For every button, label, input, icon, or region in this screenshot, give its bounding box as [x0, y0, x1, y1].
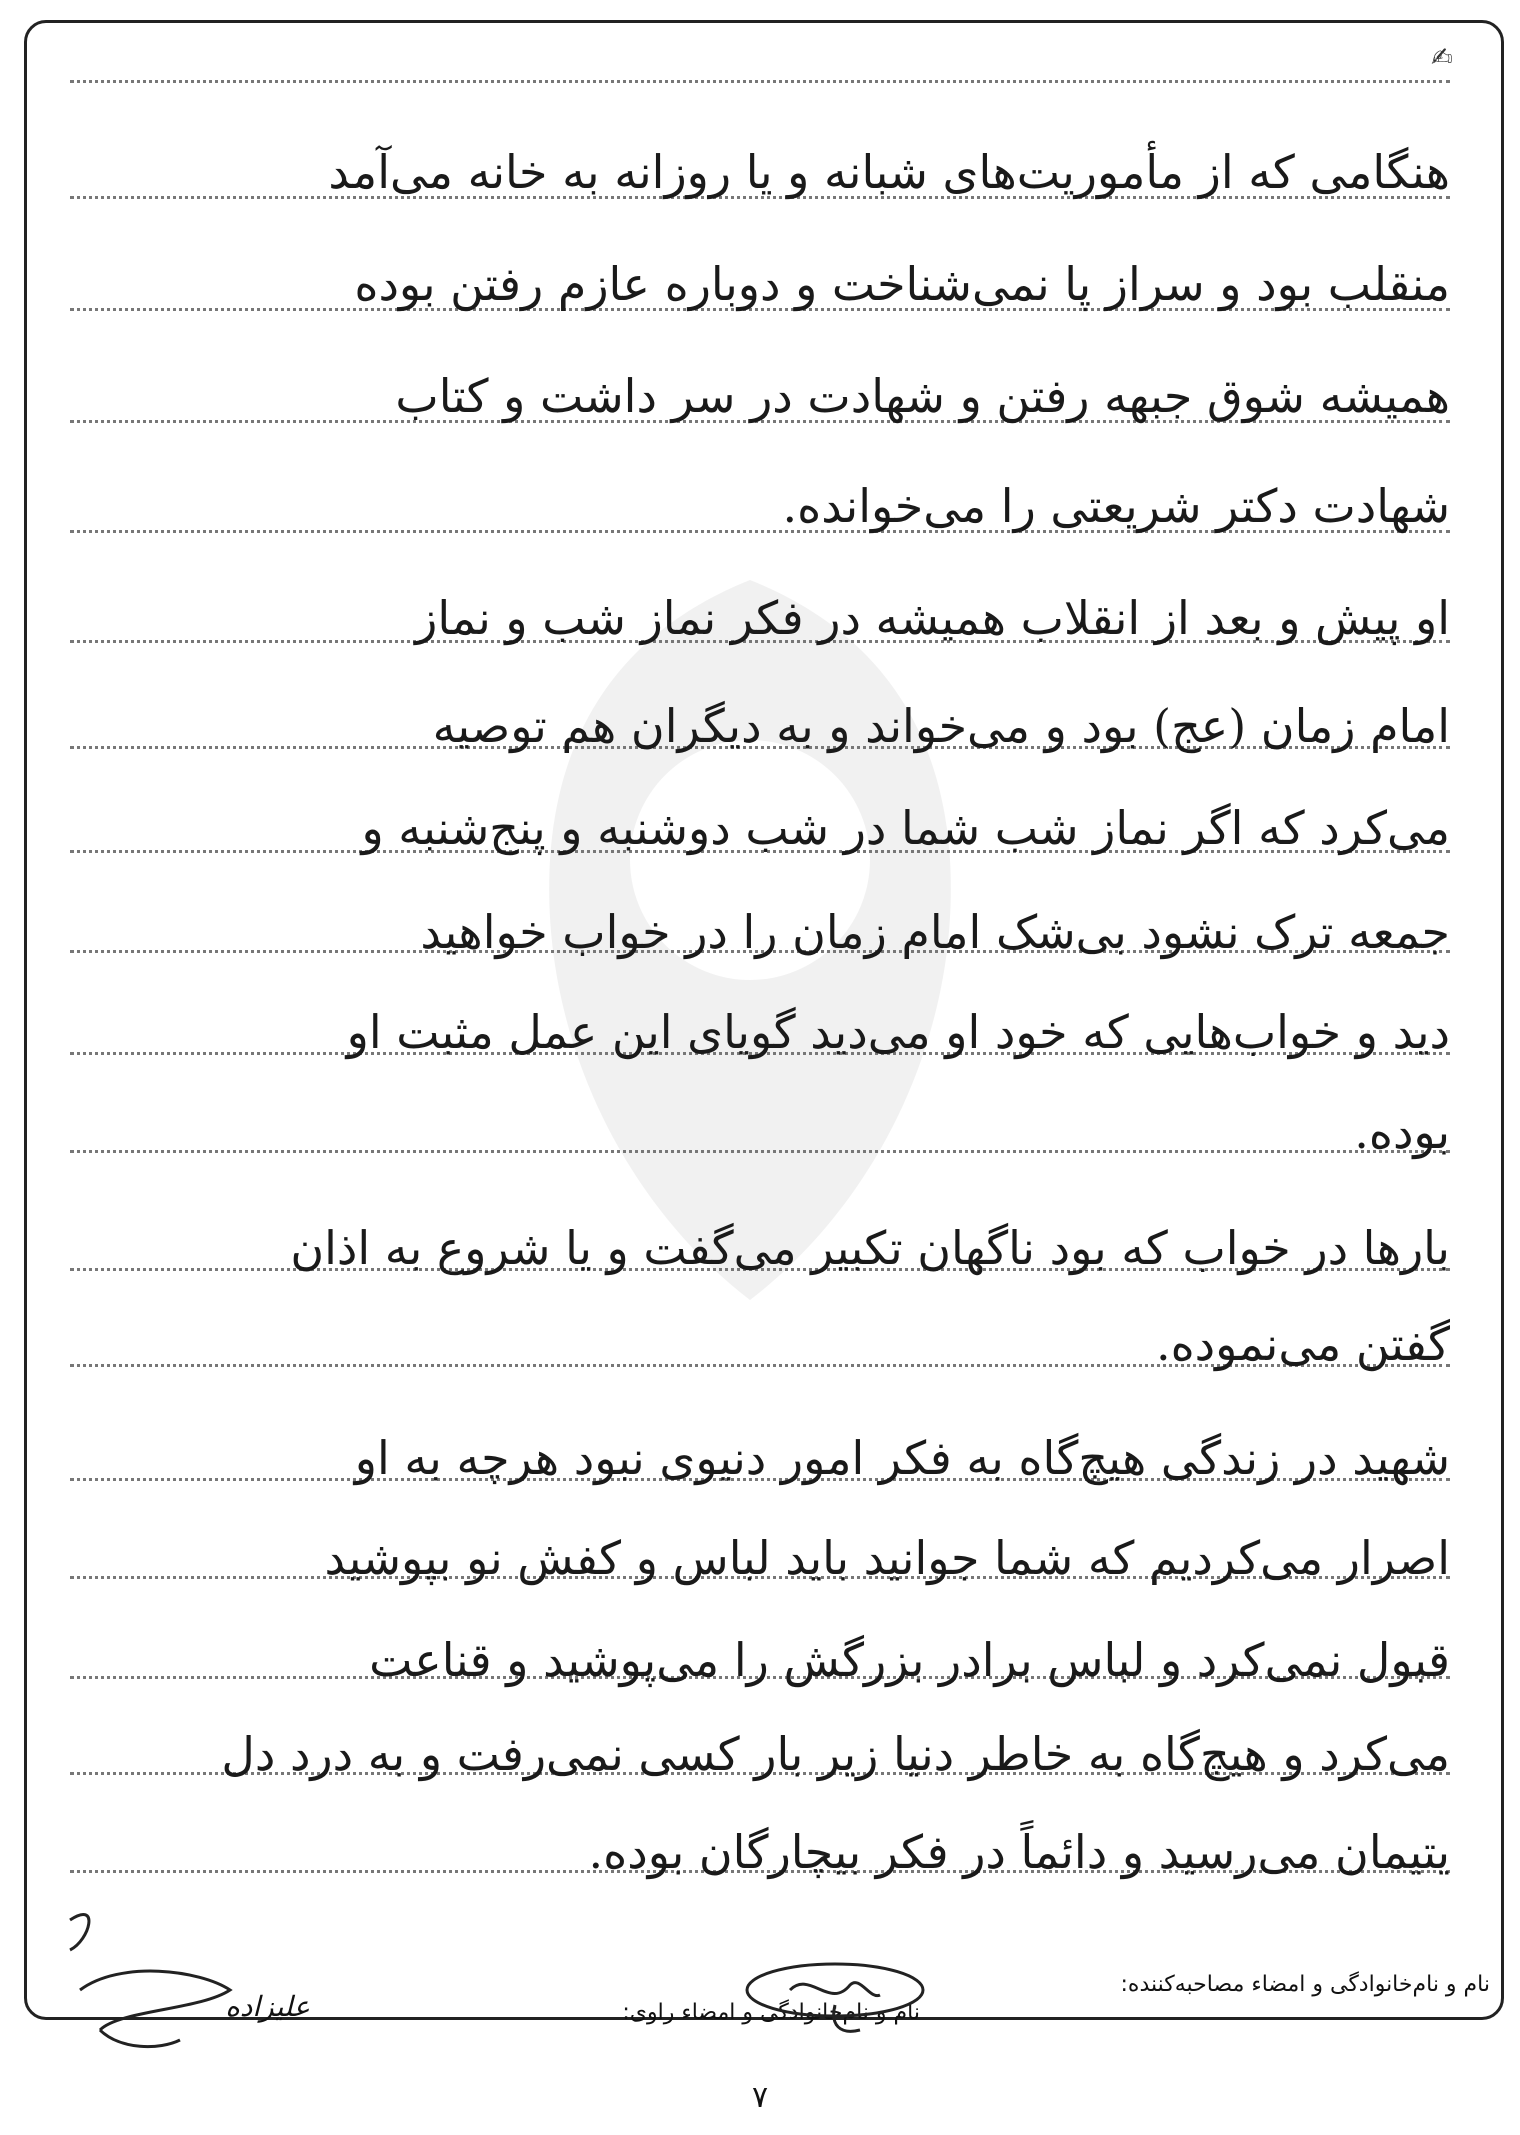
narrator-label: نام و نام‌خانوادگی و امضاء راوی:: [622, 2000, 920, 2025]
page-number: ۷: [751, 2080, 769, 2115]
text-line: یتیمان می‌رسید و دائماً در فکر بیچارگان بوده.: [588, 1825, 1450, 1879]
pen-icon: ✍: [1431, 43, 1453, 73]
text-line: امام زمان (عج) بود و می‌خواند و به دیگران هم توصیه: [432, 699, 1450, 753]
text-line: او پیش و بعد از انقلاب همیشه در فکر نماز شب و نماز: [415, 591, 1450, 645]
text-line: می‌کرد و هیچ‌گاه به خاطر دنیا زیر بار کسی نمی‌رفت و به درد دل: [221, 1727, 1450, 1781]
ruled-line: [70, 80, 1450, 83]
text-line: قبول نمی‌کرد و لباس برادر بزرگش را می‌پوشید و قناعت: [369, 1633, 1450, 1687]
narrator-signature-icon: [60, 1900, 240, 2060]
text-line: می‌کرد که اگر نماز شب شما در شب دوشنبه و پنج‌شنبه و: [361, 801, 1450, 855]
text-line: گفتن می‌نموده.: [1155, 1317, 1450, 1371]
text-line: همیشه شوق جبهه رفتن و شهادت در سر داشت و کتاب: [395, 369, 1450, 423]
text-line: هنگامی که از مأموریت‌های شبانه و یا روزانه به خانه می‌آمد: [328, 145, 1450, 199]
text-line: شهید در زندگی هیچ‌گاه به فکر امور دنیوی نبود هرچه به او: [354, 1431, 1450, 1485]
text-line: جمعه ترک نشود بی‌شک امام زمان را در خواب خواهید: [420, 905, 1450, 959]
text-line: دید و خواب‌هایی که خود او می‌دید گویای این عمل مثبت او: [346, 1005, 1450, 1059]
text-line: بارها در خواب که بود ناگهان تکبیر می‌گفت و یا شروع به اذان: [290, 1221, 1450, 1275]
narrator-signature: علیزاده: [225, 1990, 310, 2023]
interviewer-label: نام و نام‌خانوادگی و امضاء مصاحبه‌کننده:: [1120, 1972, 1490, 1997]
text-line: اصرار می‌کردیم که شما جوانید باید لباس و کفش نو بپوشید: [324, 1531, 1450, 1585]
text-line: شهادت دکتر شریعتی را می‌خوانده.: [782, 479, 1450, 533]
text-line: منقلب بود و سراز پا نمی‌شناخت و دوباره عازم رفتن بوده: [354, 257, 1450, 311]
interviewer-signature-icon: [740, 1950, 930, 2040]
text-line: بوده.: [1354, 1105, 1450, 1159]
